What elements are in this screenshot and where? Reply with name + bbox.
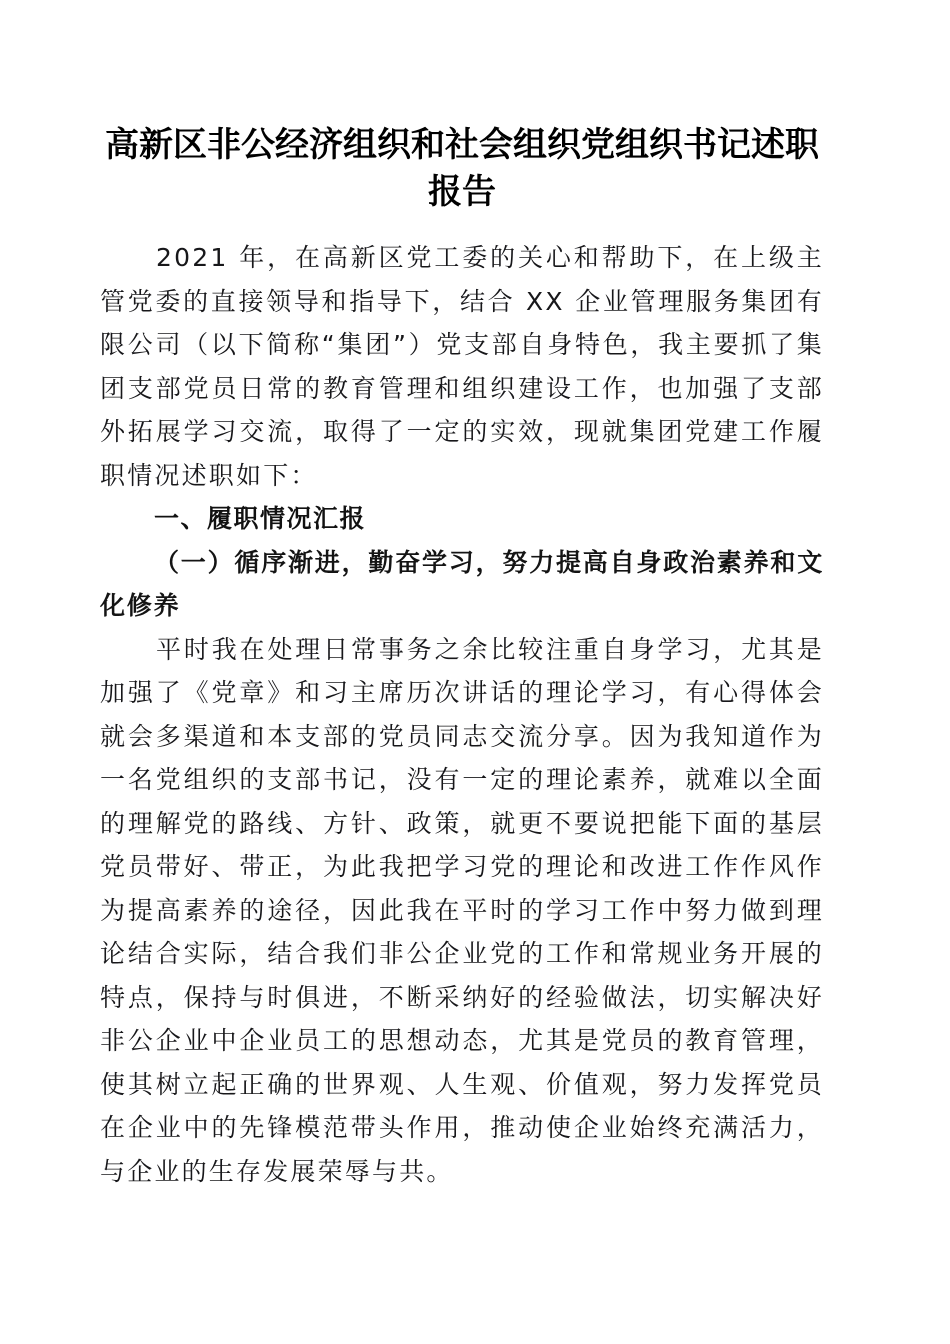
body-paragraph-1: 平时我在处理日常事务之余比较注重自身学习，尤其是加强了《党章》和习主席历次讲话的理论学习，有心得体会就会多渠道和本支部的党员同志交流分享。因为我知道作为一名党组织的支部书记，没有一定的理论素养，就难以全面的理解党的路线、方针、政策，就更不要说把能下面的基层党员带好、带正，为此我把学习党的理论和改进工作作风作为提高素养的途径，因此我在平时的学习工作中努力做到理论结合实际，结合我们非公企业党的工作和常规业务开展的特点，保持与时俱进，不断采纳好的经验做法，切实解决好非公企业中企业员工的思想动态，尤其是党员的教育管理，使其树立起正确的世界观、人生观、价值观，努力发挥党员在企业中的先锋模范带头作用，推动使企业始终充满活力，与企业的生存发展荣辱与共。: [100, 634, 824, 1186]
sub-heading-xunxu-jianjin: （一）循序渐进，勤奋学习，努力提高自身政治素养和文化修养: [100, 547, 825, 620]
page-title: 高新区非公经济组织和社会组织党组织书记述职报告: [105, 127, 819, 211]
section-heading-lvyi-qingkuang-huibao: 一、履职情况汇报: [154, 504, 367, 533]
title-body-spacer: [100, 216, 824, 236]
opening-paragraph: 2021 年，在高新区党工委的关心和帮助下，在上级主管党委的直接领导和指导下，结合 XX 企业管理服务集团有限公司（以下简称“集团”）党支部自身特色，我主要抓了集团支部党员日常的教育管理和组织建设工作，也加强了支部外拓展学习交流，取得了一定的实效，现就集团党建工作履职情况述职如下：: [100, 243, 824, 490]
document-content: [100, 0, 824, 1193]
